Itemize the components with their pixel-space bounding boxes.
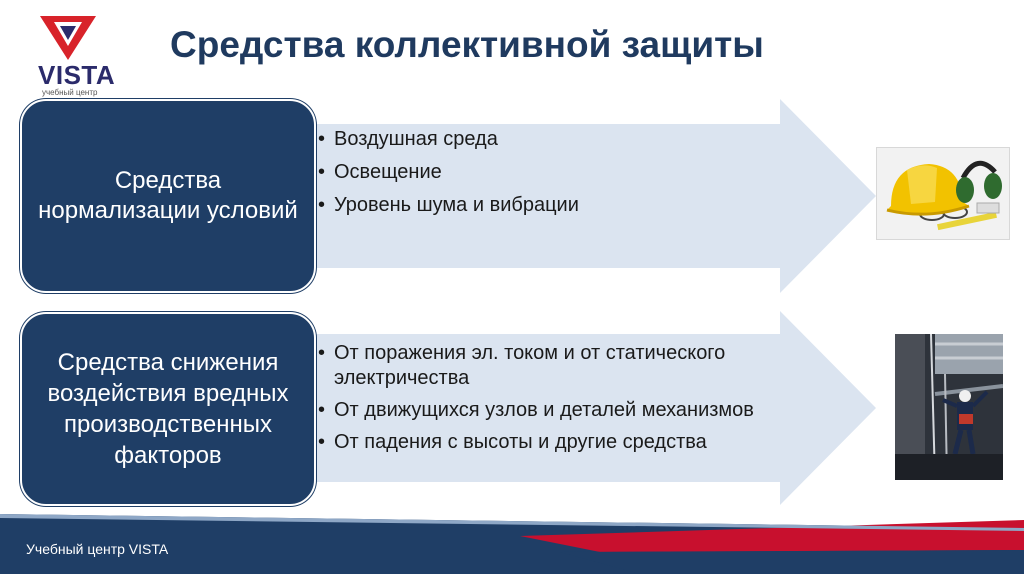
list-item: • От движущихся узлов и деталей механизмов [312, 398, 792, 423]
block-1-heading: Средства нормализации условий [38, 167, 298, 224]
block-2-list [312, 341, 792, 462]
list-item: • Воздушная среда [312, 127, 782, 152]
logo-name: VISTA [38, 60, 116, 90]
list-item: • От падения с высоты и другие средства [312, 430, 792, 455]
page-title: Средства коллективной защиты [170, 24, 764, 65]
block-2-heading: Средства снижения воздействия вредных производственных факторов [47, 349, 289, 469]
footer-band [0, 500, 1024, 574]
list-item: • От поражения эл. током и от статического электричества [312, 341, 792, 391]
hard-hat-earmuffs-image [876, 147, 1010, 240]
block-1-list [312, 127, 782, 226]
footer-text: Учебный центр VISTA [26, 541, 169, 557]
block-2-heading-box [20, 312, 316, 506]
list-item: • Уровень шума и вибрации [312, 193, 782, 218]
worker-at-height-image [895, 334, 1003, 480]
logo-subtitle: учебный центр [42, 88, 98, 97]
block-1-heading-box [20, 99, 316, 293]
list-item: • Освещение [312, 160, 782, 185]
